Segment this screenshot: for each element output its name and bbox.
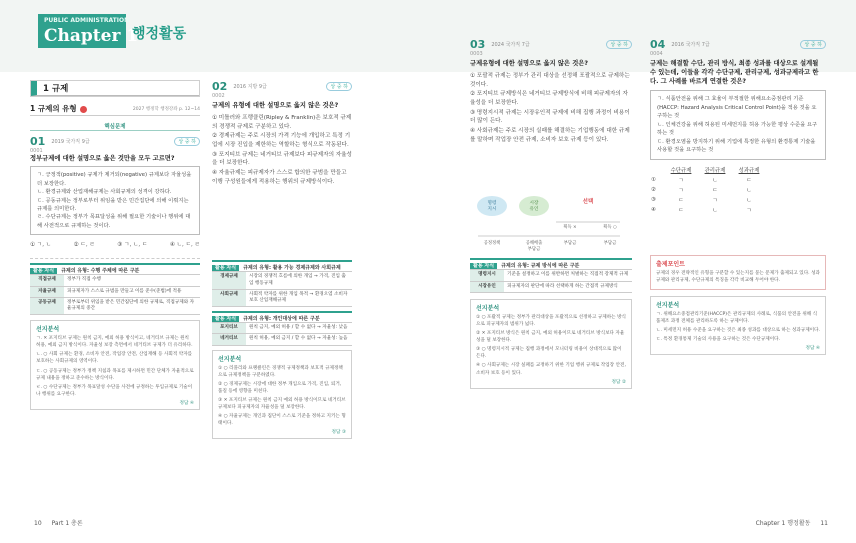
table-cell: 피규제자의 판단에 따라 선택하게 하는 간접적 규제방식 xyxy=(504,281,632,292)
solution-line: ㄱ. ✕ 포지티브 규제는 원칙 금지, 예외 허용 방식이고, 네거티브 규제는 원칙 허용, 예외 금지 방식이다. 자율성 보장 측면에서 네거티브 규제가 더 유리하다. xyxy=(36,336,193,349)
solution-title: 선지분석 xyxy=(656,301,680,309)
diagram-label: 지시 xyxy=(487,207,497,213)
option-item[interactable]: ② 포지티브 규제방식은 네거티브 규제방식에 비해 피규제자의 자율성을 더 보장한다. xyxy=(470,91,628,107)
answer-choice[interactable]: ④ ㄴ, ㄷ, ㄹ xyxy=(169,242,200,249)
table-cell-head: 사회규제 xyxy=(212,289,246,306)
table-cell: ㄷ xyxy=(746,177,752,184)
solution-line: ② ✕ 포지티브 방식은 원칙 금지, 예외 허용이므로 네거티브 방식보다 자율성을 덜 보장한다. xyxy=(476,330,625,344)
difficulty-tag: 상 중 하 xyxy=(326,82,352,91)
table-cell-head: 직접규제 xyxy=(30,275,64,286)
question-source: 2016 지방 9급 xyxy=(233,84,267,90)
solution-line: ㄴ. 미세먼지 허용 수준을 요구하는 것은 최종 성과를 대상으로 하는 성과규제이다. xyxy=(656,328,820,334)
table-cell: ㄱ xyxy=(746,207,752,214)
option-item[interactable]: ④ 자율규제는 피규제자가 스스로 합의한 규범을 만들고 이행 구성원들에게 적용하는 행위의 규제방식이다. xyxy=(212,170,347,185)
solution-line: ① ○ 리플리와 프랭클린은 경쟁적 규제정책과 보호적 규제정책으로 규제정책을 구분하였다. xyxy=(218,365,343,378)
chapter-number: Chapter 1 xyxy=(44,26,139,46)
diagram-node xyxy=(519,196,549,216)
diagram-label: 공해배출 xyxy=(525,241,543,247)
solution-answer: 정답 ④ xyxy=(805,346,820,352)
notice-text: 규제의 경우 전략적인 유형을 구분할 수 있는지를 묻는 문제가 출제되고 있다. 성과규제와 관리규제, 수단규제의 특징을 각각 비교해 두어야 한다. xyxy=(656,270,820,283)
table-row xyxy=(212,334,352,345)
notice-title: 출제포인트 xyxy=(656,260,685,268)
solution-box-2 xyxy=(212,350,352,440)
question-items-box xyxy=(30,166,200,235)
solution-line: ㄱ. 위해요소중점관리기준(HACCP)은 관리규제의 사례로, 식품의 안전을 위해 식품제조 과정 전체를 관리하도록 하는 규제이다. xyxy=(656,311,818,324)
question-number: 04 xyxy=(650,38,666,51)
answer-choice[interactable]: ③ ㄱ, ㄴ, ㄷ xyxy=(117,242,148,249)
difficulty-tag: 상 중 하 xyxy=(606,40,632,49)
info-panel-3 xyxy=(470,258,632,292)
core-label: 핵심문제 xyxy=(30,122,200,131)
option-item[interactable]: ② 경제규제는 주로 시장의 가격 기능에 개입하고 특정 기업에 시장 진입을 제한하는 역할하는 형식으로 작동된다. xyxy=(212,133,351,149)
subsection-title: 1 규제의 유형 xyxy=(30,104,77,113)
info-label: 활용 자식 xyxy=(470,263,497,269)
question-text: 규제유형에 대한 설명으로 옳지 않은 것은? xyxy=(470,60,589,67)
table-cell: ㄴ xyxy=(746,187,752,194)
solution-answer: 정답 ② xyxy=(611,379,626,385)
table-cell: 사회적 약자를 위한 개입 목적 → 환경오염 소비자보호 산업재해규제 xyxy=(246,289,352,306)
question-code: 0003 xyxy=(470,51,483,57)
chapter-top-label: PUBLIC ADMINISTRATION xyxy=(44,17,130,24)
question-source: 2019 국가직 9급 xyxy=(51,139,90,145)
info-table xyxy=(470,269,632,292)
table-cell: ② xyxy=(651,186,656,193)
footer-part-label: Part 1 총론 xyxy=(51,520,83,527)
table-cell: ① xyxy=(651,176,656,183)
subsection-ref: 2027 행정학 행정강좌 p. 12~14 xyxy=(132,107,200,112)
question-item: ㄱ. 긍정적(positive) 규제가 제거되(negative) 규제보다 자율성을 더 보장한다. xyxy=(37,172,192,187)
table-row xyxy=(30,297,200,314)
table-cell-head: 네거티브 xyxy=(212,334,246,345)
right-col-1 xyxy=(470,38,632,389)
solution-line: ② ○ 경제규제는 시장에 대한 정부 개입으로 가격, 진입, 퇴거, 품질 등에 영향을 미친다. xyxy=(218,381,342,394)
table-cell: ㄴ xyxy=(712,207,718,214)
table-cell: ㄴ xyxy=(746,197,752,204)
info-head xyxy=(470,258,632,269)
solution-title: 선지분석 xyxy=(218,355,242,363)
info-head xyxy=(212,311,352,322)
question-source: 2016 국가직 7급 xyxy=(671,42,710,48)
table-cell: ㄱ xyxy=(712,197,718,204)
chapter-title: 행정활동 xyxy=(132,26,187,42)
table-cell-head: 명령지시 xyxy=(470,270,504,281)
table-cell: ㄴ xyxy=(712,177,718,184)
diagram-label: 선택 xyxy=(582,199,594,206)
solution-line: ㄴ. ○ 사회 규제는 환경, 소비자 안전, 작업장 안전, 산업재해 등 사회적 약자를 보호하는 사회규제의 영역이다. xyxy=(36,352,193,365)
table-row xyxy=(30,275,200,286)
diagram-label: 시장 xyxy=(529,201,539,207)
diagram-node xyxy=(477,196,507,216)
page-number-right: 11 xyxy=(820,520,828,527)
solution-line: ④ ○ 자율규제는 개인과 집단이 스스로 기준을 정하고 지키는 형태이다. xyxy=(218,414,346,427)
table-row xyxy=(30,286,200,297)
table-header-cell: 관리규제 xyxy=(704,167,726,174)
option-item[interactable]: ① 포괄적 규제는 정부가 관리 대상을 선정해 포괄적으로 규제하는 것이다. xyxy=(470,73,630,88)
table-cell: ㄱ xyxy=(678,177,684,184)
subsection-header xyxy=(30,103,200,116)
info-title: 규제의 유형: 규제 방식에 따른 구분 xyxy=(501,263,580,270)
table-cell-head: 경제규제 xyxy=(212,272,246,289)
info-table xyxy=(212,322,352,345)
question-source: 2024 국가직 7급 xyxy=(491,42,530,48)
table-cell: 기준을 설정하고 이를 위반하면 처벌하는 직접적 강제적 규제 xyxy=(504,270,632,281)
question-code: 0001 xyxy=(30,148,43,154)
solution-box-4 xyxy=(650,296,826,355)
diagram-label: 명령 xyxy=(487,201,497,207)
regulation-flow-diagram xyxy=(470,194,632,252)
table-row xyxy=(212,289,352,306)
solution-line: ④ ○ 사회규제는 시장 실패를 교정하기 위한 기업 행위 규제로 작업장 안전, 소비자 보호 등이 있다. xyxy=(476,363,626,376)
notice-box xyxy=(650,255,826,290)
table-cell-head: 시장유인 xyxy=(470,281,504,292)
table-cell: 시장의 경쟁적 흐름에 의한 개입 → 가격, 진입 출입 행동규제 xyxy=(246,272,352,289)
info-label: 활용 자식 xyxy=(30,268,57,274)
table-cell-head: 자율규제 xyxy=(30,286,64,297)
page-number-left: 10 xyxy=(34,520,42,527)
answer-row[interactable] xyxy=(650,205,766,215)
answer-row[interactable] xyxy=(650,195,766,205)
solution-line: ㄷ. ○ 공동규제는 정부가 정책 지침과 목표를 제시하면 민간 단체가 자율적으로 규제 내용을 정하고 준수하는 방식이다. xyxy=(36,368,194,381)
solution-line: ③ ✕ 포지티브 규제는 원칙 금지 예외 허용 방식이므로 네거티브 규제보다 피규제자의 자율성을 덜 보장한다. xyxy=(218,397,346,411)
question-code: 0002 xyxy=(212,93,225,99)
option-item[interactable]: ④ 사회규제는 주로 시장의 실패를 해결하는 기업행동에 대한 규제를 말하며 작업장 안전 규제, 소비자 보호 규제 등이 있다. xyxy=(470,128,630,143)
solution-line: ㄹ. ○ 수단규제는 정부가 목표달성 수단을 사전에 규정하는 투입규제로 기술이나 행위를 요구한다. xyxy=(36,384,193,397)
question-item: ㄷ. 환경오염을 방지하기 위해 기업에 특정한 유형의 환경통제 기술을 사용할 것을 요구하는 것 xyxy=(657,138,816,154)
question-01 xyxy=(30,135,200,248)
info-label: 활용 자식 xyxy=(212,316,239,322)
section-title: 1 규제 xyxy=(31,81,199,96)
solution-line: ③ ○ 명령지시적 규제는 집행 과정에서 모니터링 비용이 상대적으로 많이 든다. xyxy=(476,347,622,360)
question-code: 0004 xyxy=(650,51,663,57)
left-col-2 xyxy=(212,80,352,439)
diagram-label: 공정정책 xyxy=(483,241,501,247)
question-02 xyxy=(212,80,352,186)
info-title: 규제의 유형: 수행 주체에 따른 구분 xyxy=(61,268,140,275)
option-list xyxy=(470,72,632,144)
option-item[interactable]: ③ 명령지시적 규제는 시장유인적 규제에 비해 집행 과정이 비용이 더 많이 든다. xyxy=(470,109,630,125)
solution-box-3 xyxy=(470,299,632,389)
table-cell: 원칙 금지, 예외 허용 / 할 수 없다 → 자율성: 낮음 xyxy=(246,323,352,334)
answer-choices xyxy=(30,240,200,248)
table-cell: 정부로부터 위임을 받은 민간집단에 의한 규제로, 직접규제와 자율규제의 중간 xyxy=(64,297,200,314)
question-item: ㄱ. 식품안전을 위해 그 효율이 부적절한 위해요소중점관리 기준(HACCP: Hazard Analysis Critical Control Point)을 적용 것을 요구하는 것 xyxy=(657,96,817,120)
option-item[interactable]: ③ 포지티브 규제는 네거티브 규제보다 피규제자의 자율성을 더 보장한다. xyxy=(212,151,352,167)
table-header-row xyxy=(650,165,766,175)
table-row xyxy=(470,281,632,292)
footer-left xyxy=(34,518,83,527)
solution-line: ① ○ 포괄적 규제는 정부가 관리대상을 포괄적으로 선정하고 규제하는 방식으로 피규제자의 범위가 넓다. xyxy=(476,314,626,327)
footer-chapter-label: Chapter 1 행정활동 xyxy=(755,520,811,527)
question-item: ㄹ. 수단규제는 정부가 목표달성을 위해 필요한 기술이나 행위에 대해 사전적으로 규제하는 것이다. xyxy=(37,214,191,229)
diagram-label: 획득 × xyxy=(563,225,577,231)
question-04 xyxy=(650,38,826,215)
table-row xyxy=(470,270,632,281)
question-text: 정부규제에 대한 설명으로 옳은 것만을 모두 고르면? xyxy=(30,155,175,162)
left-col-1 xyxy=(30,80,200,410)
answer-row[interactable] xyxy=(650,175,766,185)
table-cell: ㄷ xyxy=(678,197,684,204)
table-header-cell: 수단규제 xyxy=(670,167,692,174)
diagram-label: 부담금 xyxy=(527,247,541,253)
option-list xyxy=(212,114,352,186)
option-item[interactable]: ① 미틀러와 프랭클린(Ripley & Franklin)은 보호적 규제의 경쟁적 규제로 구분하고 있다. xyxy=(212,115,352,130)
table-cell: ㄱ xyxy=(678,187,684,194)
difficulty-tag: 상 중 하 xyxy=(800,40,826,49)
info-head xyxy=(30,263,200,274)
question-item: ㄴ. 환경규제와 산업재해규제는 사회규제의 성격이 강하다. xyxy=(37,189,172,196)
table-cell: ④ xyxy=(651,206,656,213)
table-cell: 피규제자가 스스로 규범을 만들고 이를 준수(준법)에 적용 xyxy=(64,286,200,297)
table-cell-head: 포지티브 xyxy=(212,323,246,334)
answer-choice[interactable]: ① ㄱ, ㄴ xyxy=(30,242,52,249)
question-items-box xyxy=(650,90,826,159)
question-number: 03 xyxy=(470,38,486,51)
table-cell-head: 공동규제 xyxy=(30,297,64,314)
diagram-label: 획득 ○ xyxy=(603,225,617,231)
info-title: 규제의 유형: 활용 가능 경제규제와 사회규제 xyxy=(243,265,341,272)
question-03 xyxy=(470,38,632,144)
diagram-label: 부담금 xyxy=(603,241,617,247)
solution-answer: 정답 ③ xyxy=(331,430,346,436)
table-cell xyxy=(650,165,664,175)
answer-row[interactable] xyxy=(650,185,766,195)
table-cell: ㄷ xyxy=(712,187,718,194)
solution-title: 선지분석 xyxy=(36,326,60,334)
question-number: 01 xyxy=(30,135,46,148)
answer-matrix xyxy=(650,165,766,215)
right-col-2 xyxy=(650,38,826,355)
info-table xyxy=(212,271,352,307)
info-table xyxy=(30,274,200,315)
solution-title: 선지분석 xyxy=(476,304,500,312)
footer-right xyxy=(710,518,828,527)
info-panel-2 xyxy=(212,260,352,345)
question-item: ㄷ. 공동규제는 정부로부터 위임을 받은 민간집단에 의해 이뤄지는 규제를 의미한다. xyxy=(37,197,189,212)
table-cell: 정부가 직접 수행 xyxy=(64,275,200,286)
table-cell: ③ xyxy=(651,196,656,203)
question-text: 규제의 유형에 대한 설명으로 옳지 않은 것은? xyxy=(212,102,339,109)
info-head xyxy=(212,260,352,271)
info-panel-1 xyxy=(30,258,200,315)
difficulty-tag: 상 중 하 xyxy=(174,137,200,146)
solution-line: ㄷ. 특정 환경통제 기술의 사용을 요구하는 것은 수단규제이다. xyxy=(656,337,781,343)
question-number: 02 xyxy=(212,80,228,93)
solution-answer: 정답 ④ xyxy=(179,401,194,407)
table-header-cell: 성과규제 xyxy=(738,167,760,174)
answer-choice[interactable]: ② ㄷ, ㄹ xyxy=(73,242,95,249)
table-row xyxy=(212,323,352,334)
section-title-box xyxy=(30,80,200,97)
question-item: ㄴ. 인체건강을 위해 허용된 미세먼지를 허용 가능한 평상 수준을 요구하는 것 xyxy=(657,121,818,137)
info-label: 활용 자식 xyxy=(212,265,239,271)
question-text: 규제는 해결할 수단, 관리 방식, 최종 성과를 대상으로 설계될 수 있는데, 이들을 각각 수단규제, 관리규제, 성과규제라고 한다. 그 사례를 바르게 연결한 것은? xyxy=(650,60,819,86)
table-cell: ㄷ xyxy=(678,207,684,214)
diagram-label: 부담금 xyxy=(563,241,577,247)
importance-dot-icon xyxy=(80,106,87,113)
table-row xyxy=(212,272,352,289)
info-title: 규제의 유형: 개인대상에 따른 구분 xyxy=(243,316,320,323)
diagram-label: 유인 xyxy=(529,207,539,213)
table-cell: 원칙 허용, 예외 금지 / 할 수 없다 → 자율성: 높음 xyxy=(246,334,352,345)
solution-box-1 xyxy=(30,320,200,410)
